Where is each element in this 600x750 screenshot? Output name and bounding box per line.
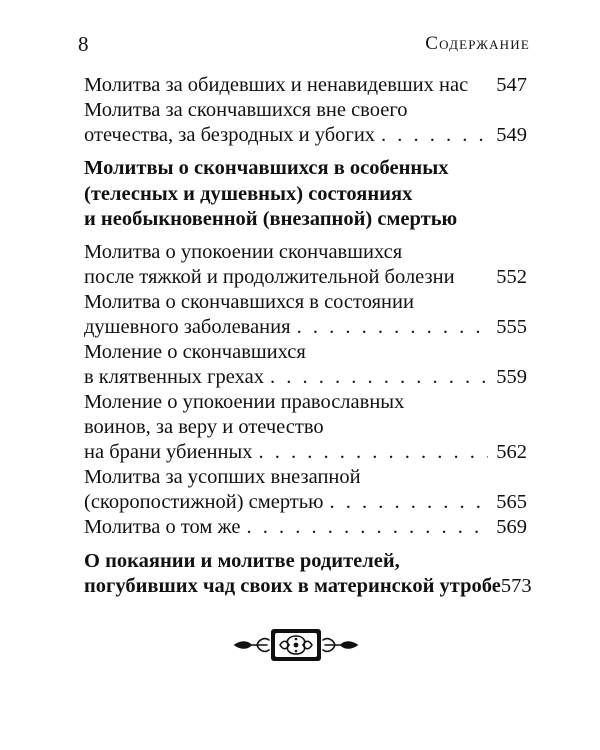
toc-page-number: 565 xyxy=(496,490,527,513)
toc-page-number: 549 xyxy=(496,124,527,146)
leader-dots xyxy=(329,490,488,515)
leader-dots xyxy=(381,123,488,148)
decorative-vignette-icon xyxy=(233,625,359,665)
section-heading-line: (телесных и душевных) состояниях xyxy=(84,182,413,205)
toc-entry[interactable] xyxy=(84,73,527,98)
toc-entry[interactable] xyxy=(84,390,527,465)
toc-entry-title: в клятвенных грехах xyxy=(84,365,264,388)
leader-dots xyxy=(247,515,488,540)
running-title: Содержание xyxy=(425,33,530,54)
toc-entry[interactable] xyxy=(84,515,527,540)
toc-section-heading[interactable] xyxy=(84,549,532,600)
toc-entry-title: душевного заболевания xyxy=(84,315,291,338)
page-header xyxy=(78,32,530,56)
toc-entry[interactable] xyxy=(84,340,527,390)
toc-entry[interactable] xyxy=(84,240,527,290)
toc-page-number: 547 xyxy=(496,74,527,96)
toc-entry-title: воинов, за веру и отечество xyxy=(84,415,324,438)
section-heading-line: погубивших чад своих в материнской утробе xyxy=(84,575,501,597)
toc-entry-title: Молитва о упокоении скончавшихся xyxy=(84,240,403,263)
toc-entry[interactable] xyxy=(84,465,527,515)
toc-page-number: 573 xyxy=(500,575,532,597)
toc-page-number: 562 xyxy=(496,440,527,463)
toc-entry[interactable] xyxy=(84,290,527,340)
toc-entry-title: Молитва за усопших внезапной xyxy=(84,465,361,488)
toc-entry-title: (скоропостижной) смертью xyxy=(84,490,324,513)
toc-entry-title: отечества, за безродных и убогих xyxy=(84,124,376,146)
section-heading-line: Молитвы о скончавшихся в особенных xyxy=(84,157,449,179)
table-of-contents xyxy=(84,73,532,600)
leader-dots xyxy=(297,315,488,340)
toc-entry-title: Моление о скончавшихся xyxy=(84,340,306,363)
toc-entry[interactable] xyxy=(84,98,527,148)
toc-entry-title: Молитва за скончавшихся вне своего xyxy=(84,99,408,121)
section-heading-line: О покаянии и молитве родителей, xyxy=(84,549,400,572)
toc-page-number: 552 xyxy=(496,265,527,288)
section-heading-line: и необыкновенной (внезапной) смертью xyxy=(84,208,458,230)
toc-page-number: 559 xyxy=(496,365,527,388)
toc-entry-title: Молитва за обидевших и ненавидевших нас xyxy=(84,74,469,96)
toc-page-number: 569 xyxy=(496,515,527,538)
toc-page-number: 555 xyxy=(496,315,527,338)
leader-dots xyxy=(258,440,488,465)
page-number: 8 xyxy=(78,32,89,56)
toc-entry-title: Молитва о скончавшихся в состоянии xyxy=(84,290,414,313)
toc-entry-title: Моление о упокоении православных xyxy=(84,390,405,413)
toc-entry-title: после тяжкой и продолжительной болезни xyxy=(84,265,455,288)
toc-entry-title: на брани убиенных xyxy=(84,440,253,463)
leader-dots xyxy=(270,365,488,390)
toc-entry-title: Молитва о том же xyxy=(84,515,241,538)
toc-section-heading[interactable] xyxy=(84,156,527,233)
